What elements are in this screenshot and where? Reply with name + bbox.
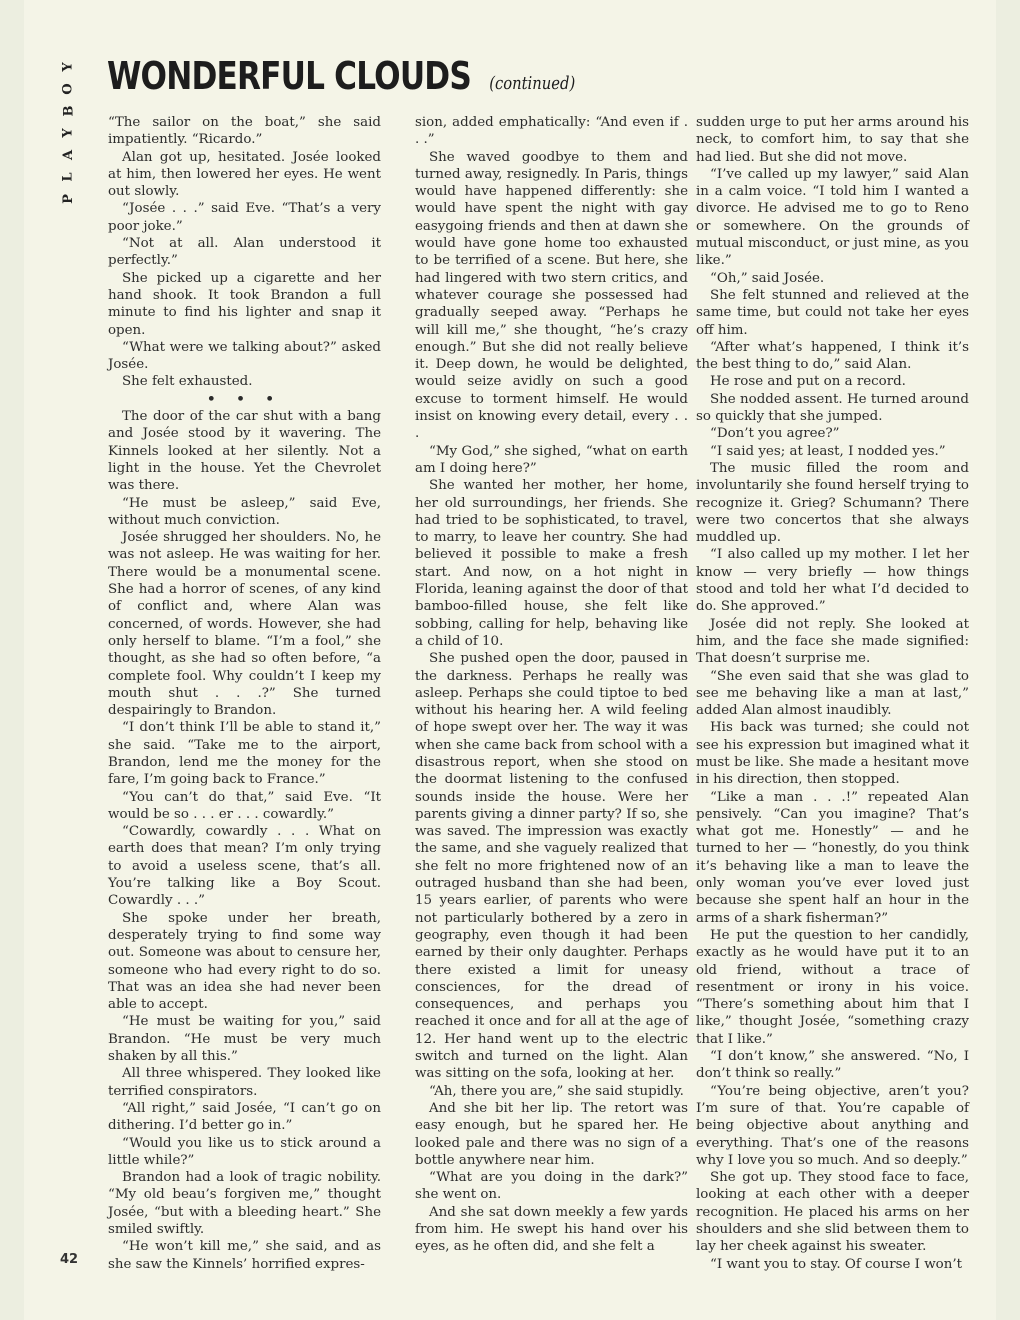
text-column-2 — [415, 114, 688, 1256]
text-column-1 — [108, 114, 381, 1273]
paragraph: “I said yes; at least, I nodded yes.” — [710, 443, 946, 459]
paragraph: Alan got up, hesitated. Josée looked at him, then lowered her eyes. He went out slowly. — [108, 149, 381, 200]
paragraph: He rose and put on a record. — [710, 374, 906, 390]
page-number: 42 — [60, 1252, 79, 1267]
paragraph: “Not at all. Alan understood it perfectly.” — [108, 236, 381, 269]
paragraph: His back was turned; she could not see his expression but imagined what it must be like. She made a hesitant move in his direction, then stopped. — [696, 720, 969, 788]
paragraph: “She even said that she was glad to see me behaving like a man at last,” added Alan almost inaudibly. — [696, 668, 969, 719]
paragraph: “You can’t do that,” said Eve. “It would be so . . . er . . . cowardly.” — [108, 789, 381, 822]
paragraph: “I’ve called up my lawyer,” said Alan in a calm voice. “I told him I wanted a divorce. He advised me to go to Reno or somewhere. On the grounds of mutual misconduct, or just mine, as you like.” — [696, 166, 969, 269]
masthead-letter: P — [61, 194, 76, 204]
masthead-letter: O — [60, 83, 76, 95]
paragraph: “What were we talking about?” asked Josée. — [108, 339, 381, 373]
paragraph: The door of the car shut with a bang and Josée stood by it wavering. The Kinnels looked at her silently. Not a light in the house. Yet the Chevrolet was there. — [108, 409, 381, 494]
paragraph: Josée shrugged her shoulders. No, he was not asleep. He was waiting for her. There would be a monumental scene. She had a horror of scenes, of any kind of conflict and, where Alan was concerned, of words. However, she had only herself to blame. “I’m a fool,” she thought, as she had so often before, “a complete fool. Why couldn’t I keep my mouth shut . . .?” She turned despairingly to Brandon. — [108, 530, 381, 719]
paragraph: She felt exhausted. — [122, 374, 253, 390]
masthead-letter: L — [60, 172, 76, 182]
paragraph: “All right,” said Josée, “I can’t go on dithering. I’d better go in.” — [108, 1100, 381, 1134]
text-column-3 — [696, 114, 969, 1273]
paragraph: “Ah, there you are,” she said stupidly. — [429, 1083, 684, 1099]
paragraph: “I also called up my mother. I let her know — very briefly — how things stood and told her what I’d decided to do. She approved.” — [696, 547, 969, 615]
paragraph: She picked up a cigarette and her hand shook. It took Brandon a full minute to find his lighter and snap it open. — [108, 270, 381, 338]
masthead-vertical — [57, 56, 81, 226]
paragraph: “I want you to stay. Of course I won’t — [710, 1256, 963, 1272]
paragraph: “What are you doing in the dark?” she went on. — [415, 1170, 688, 1203]
masthead-letter: Y — [61, 128, 76, 138]
paragraph: She felt stunned and relieved at the same time, but could not take her eyes off him. — [696, 287, 969, 338]
paragraph: Josée did not reply. She looked at him, and the face she made signified: That doesn’t surprise me. — [696, 616, 969, 667]
paragraph: She pushed open the door, paused in the darkness. Perhaps he really was asleep. Perhaps she could tiptoe to bed without his hearing her. A wild feeling of hope swept over her. The way it was when she came back from school with a disastrous report, when she stood on the doormat listening to the confused sounds inside the house. Were her parents giving a dinner party? If so, she was saved. The impression was exactly the same, and she vaguely realized that she felt no more frightened now of an outraged husband than she had been, 15 years earlier, of parents who were not particularly bothered by a zero in geography, even though it had been earned by their only daughter. Perhaps there existed a limit for uneasy consciences, for the dread of consequences, and perhaps you reached it once and for all at the age of 12. Her hand went up to the electric switch and turned on the light. Alan was sitting on the sofa, looking at her. — [415, 651, 688, 1082]
article-title-continued: (continued) — [489, 73, 576, 94]
paragraph: “Don’t you agree?” — [710, 426, 840, 442]
paragraph: “Josée . . .” said Eve. “That’s a very poor joke.” — [108, 201, 381, 234]
paragraph: “The sailor on the boat,” she said impatiently. “Ricardo.” — [108, 115, 381, 148]
paragraph: “He won’t kill me,” she said, and as she saw the Kinnels’ horrified expres- — [108, 1239, 381, 1272]
paragraph: And she sat down meekly a few yards from him. He swept his hand over his eyes, as he often did, and she felt a — [415, 1204, 688, 1255]
paragraph: “He must be waiting for you,” said Brandon. “He must be very much shaken by all this.” — [108, 1014, 381, 1065]
paragraph: “I don’t think I’ll be able to stand it,” she said. “Take me to the airport, Brandon, lend me the money for the fare, I’m going back to France.” — [108, 720, 381, 788]
paragraph: “Would you like us to stick around a little while?” — [108, 1135, 381, 1168]
masthead-letter: B — [61, 105, 76, 117]
article-title — [107, 54, 575, 98]
paragraph: “I don’t know,” she answered. “No, I don’t think so really.” — [696, 1049, 969, 1082]
article-title-main: WONDERFUL CLOUDS — [107, 54, 471, 98]
paragraph: “My God,” she sighed, “what on earth am I doing here?” — [415, 443, 688, 476]
paragraph: sion, added emphatically: “And even if . . .” — [415, 115, 688, 148]
paragraph: “Oh,” said Josée. — [710, 270, 825, 286]
paragraph: “He must be asleep,” said Eve, without much conviction. — [108, 495, 381, 528]
magazine-page — [24, 0, 996, 1320]
paragraph: And she bit her lip. The retort was easy enough, but he spared her. He looked pale and there was no sign of a bottle anywhere near him. — [415, 1100, 688, 1168]
section-separator: • • • — [206, 390, 282, 407]
paragraph: She spoke under her breath, desperately trying to find some way out. Someone was about to censure her, someone who had every right to do so. That was an idea she had never been able to accept. — [108, 910, 381, 1013]
paragraph: “You’re being objective, aren’t you? I’m sure of that. You’re capable of being objective about anything and everything. That’s one of the reasons why I love you so much. And so deeply.” — [696, 1083, 969, 1168]
paragraph: She nodded assent. He turned around so quickly that she jumped. — [696, 391, 969, 425]
paragraph: “Like a man . . .!” repeated Alan pensively. “Can you imagine? That’s what got me. Honestly” — and he turned to her — “honestly, do you think it’s behaving like a man to leave the only woman you’ve ever loved just because she spent half an hour in the arms of a shark fisherman?” — [696, 789, 969, 926]
paragraph: She got up. They stood face to face, looking at each other with a deeper recognition. He placed his arms on her shoulders and she slid between them to lay her cheek against his sweater. — [696, 1170, 969, 1255]
paragraph: She wanted her mother, her home, her old surroundings, her friends. She had tried to be sophisticated, to travel, to marry, to leave her country. She had believed it possible to make a fresh start. And now, on a hot night in Florida, leaning against the door of that bamboo-filled house, she felt like sobbing, calling for help, behaving like a child of 10. — [415, 478, 688, 649]
masthead-letter: A — [61, 149, 76, 161]
paragraph: He put the question to her candidly, exactly as he would have put it to an old friend, without a trace of resentment or irony in his voice. “There’s something about him that I like,” thought Josée, “something crazy that I like.” — [696, 927, 969, 1047]
paragraph: Brandon had a look of tragic nobility. “My old beau’s forgiven me,” thought Josée, “but with a bleeding heart.” She smiled swiftly. — [108, 1170, 381, 1237]
paragraph: “After what’s happened, I think it’s the best thing to do,” said Alan. — [696, 339, 969, 373]
masthead-letter: Y — [61, 62, 76, 72]
paragraph: sudden urge to put her arms around his neck, to comfort him, to say that she had lied. But she did not move. — [696, 115, 969, 165]
paragraph: “Cowardly, cowardly . . . What on earth does that mean? I’m only trying to avoid a useless scene, that’s all. You’re talking like a Boy Scout. Cowardly . . .” — [108, 824, 381, 909]
paragraph: She waved goodbye to them and turned away, resignedly. In Paris, things would have happened differently: she would have spent the night with gay easygoing friends and then at dawn she would have gone home too exhausted to be terrified of a scene. But here, she had lingered with two stern critics, and whatever courage she possessed had gradually seeped away. “Perhaps he will kill me,” she thought, “he’s crazy enough.” But she did not really believe it. Deep down, he would be delighted, would seize avidly on such a good excuse to torment himself. He would insist on knowing every detail, every . . . — [415, 149, 688, 442]
paragraph: The music filled the room and involuntarily she found herself trying to recognize it. Grieg? Schumann? There were two concertos that she always muddled up. — [696, 460, 969, 546]
paragraph: All three whispered. They looked like terrified conspirators. — [108, 1066, 381, 1099]
